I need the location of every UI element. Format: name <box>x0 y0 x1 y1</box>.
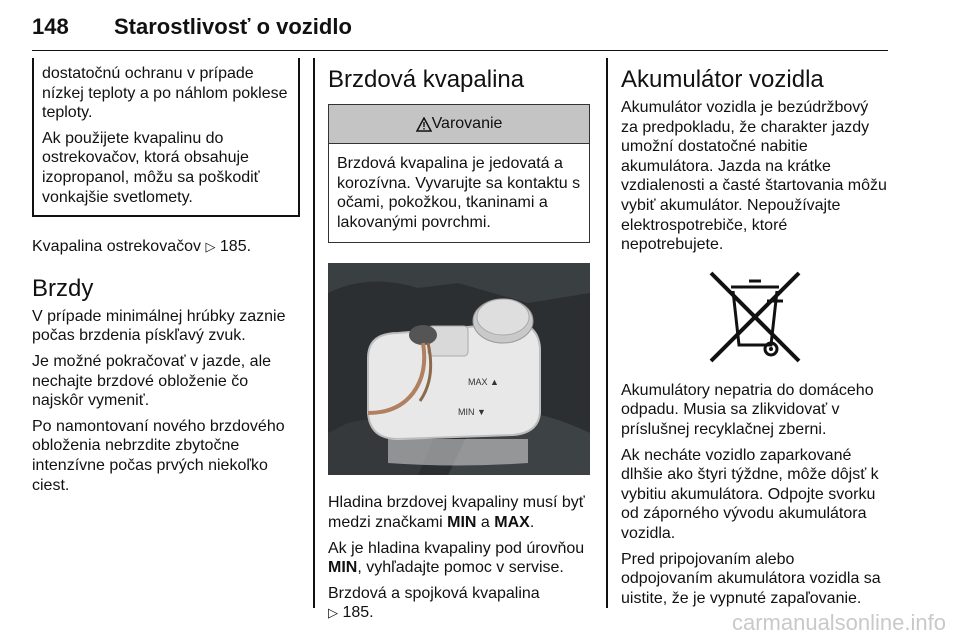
brake-fluid-reservoir-image <box>328 263 590 475</box>
paragraph: Pred pripojovaním alebo odpojovaním akumulátora vozidla sa uistite, že je vypnuté zapaľovanie. <box>621 550 881 607</box>
cross-reference[interactable] <box>32 237 300 257</box>
cross-reference[interactable]: Brzdová a spojková kvapalina ▷ 185. <box>328 584 540 622</box>
warning-box <box>328 104 590 243</box>
column-divider <box>313 58 315 608</box>
min-mark: MIN ▼ <box>458 407 486 418</box>
crossed-out-bin-icon <box>707 269 803 365</box>
section-heading: Brzdy <box>32 274 94 302</box>
box-paragraph: Ak použijete kvapalinu do ostrekovačov, ktorá obsahuje izopropanol, môžu sa poškodiť vonkajšie svetlomety. <box>42 129 260 206</box>
paragraph: Hladina brzdovej kvapaliny musí byť medzi značkami MIN a MAX. <box>328 494 585 531</box>
paragraph: Akumulátor vozidla je bezúdržbový za predpokladu, že charakter jazdy umožní dostatočné nabitie akumulátora. Jazda na krátke vzdialenosti a časté štartovania môžu vybiť akumulátor. Nepoužívajte elektrospotrebiče, ktoré nepotrebujete. <box>621 99 887 254</box>
reservoir-illustration <box>328 263 590 475</box>
warning-title: Varovanie <box>431 115 503 133</box>
page-number: 148 <box>32 14 69 39</box>
reference-arrow-icon: ▷ <box>205 239 216 255</box>
reference-label: Kvapalina ostrekovačov <box>32 238 201 256</box>
column-1 <box>32 58 300 501</box>
min-label: MIN <box>328 559 358 577</box>
paragraph: Po namontovaní nového brzdového obloženia nebrzdite zbytočne intenzívne počas prvých niekoľko ciest. <box>32 417 285 494</box>
paragraph: Je možné pokračovať v jazde, ale nechajte brzdové obloženie čo najskôr vymeniť. <box>32 352 272 410</box>
box-paragraph: dostatočnú ochranu v prípade nízkej teploty a po náhlom poklese teploty. <box>42 65 288 122</box>
continued-box <box>32 58 300 217</box>
paragraph: Akumulátory nepatria do domáceho odpadu. Musia sa zlikvidovať v príslušnej recyklačnej zberni. <box>621 381 874 438</box>
column-divider <box>606 58 608 608</box>
watermark: carmanualsonline.info <box>731 610 946 635</box>
max-mark: MAX ▲ <box>468 377 499 388</box>
column-3 <box>621 66 889 614</box>
max-label: MAX <box>494 513 530 531</box>
reference-page: 185. <box>219 238 252 256</box>
paragraph: Ak necháte vozidlo zaparkované dlhšie ako štyri týždne, môže dôjsť k vybitiu akumulátora. Odpojte svorku od záporného vývodu akumulátora vozidla. <box>621 446 879 542</box>
reference-page: 185. <box>342 604 374 622</box>
reference-arrow-icon: ▷ <box>328 605 338 621</box>
warning-text: Brzdová kvapalina je jedovatá a korozívna. Vyvarujte sa kontaktu s očami, pokožkou, tkaninami a lakovanými povrchmi. <box>337 155 581 231</box>
page-title: Starostlivosť o vozidlo <box>114 14 352 39</box>
paragraph: V prípade minimálnej hrúbky zaznie počas brzdenia pískľavý zvuk. <box>32 307 286 345</box>
warning-triangle-icon <box>416 117 432 132</box>
column-2 <box>328 66 590 629</box>
section-heading: Akumulátor vozidla <box>621 66 824 93</box>
page-header <box>32 14 888 51</box>
warning-header <box>329 105 589 144</box>
section-heading: Brzdová kvapalina <box>328 66 525 93</box>
paragraph: Ak je hladina kvapaliny pod úrovňou MIN, vyhľadajte pomoc v servise. <box>328 539 585 577</box>
min-label: MIN <box>447 513 477 531</box>
